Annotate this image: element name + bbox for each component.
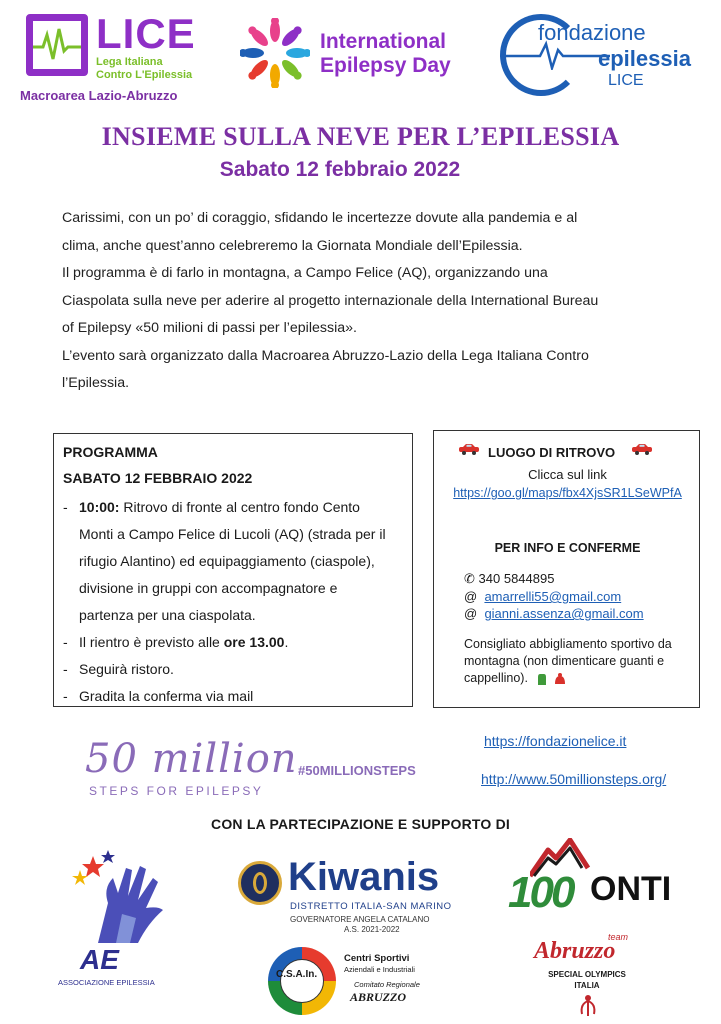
fifty-million-wordmark: 50 million: [85, 736, 298, 782]
csain-logo: [268, 945, 428, 1019]
csain-inner-circle: [280, 959, 324, 1003]
program-heading: PROGRAMMA: [63, 444, 158, 460]
program-item: [63, 494, 403, 629]
phone-icon: ✆: [464, 571, 475, 586]
at-icon: @: [464, 589, 478, 604]
kiwanis-logo: [238, 853, 453, 938]
international-epilepsy-day-logo: [240, 18, 470, 88]
intro-line: Il programma è di farlo in montagna, a Campo Felice (AQ), organizzando una: [62, 265, 548, 281]
clothing-advice: [464, 636, 694, 687]
info-box: [433, 430, 700, 708]
ied-line-1: International: [320, 30, 447, 53]
csain-line-2: Aziendali e Industriali: [344, 965, 415, 974]
program-item: [63, 656, 403, 683]
glove-icon: [535, 672, 549, 686]
csain-short: C.S.A.In.: [276, 969, 318, 980]
meeting-point-title: LUOGO DI RITROVO: [488, 445, 616, 460]
email-link[interactable]: amarrelli55@gmail.com: [484, 589, 622, 604]
email-link[interactable]: gianni.assenza@gmail.com: [484, 606, 644, 621]
program-item-text: Monti a Campo Felice di Lucoli (AQ) (strada per il: [79, 526, 386, 542]
page-subtitle: Sabato 12 febbraio 2022: [219, 158, 461, 181]
kiwanis-seal-icon: [238, 861, 282, 905]
program-date: SABATO 12 FEBBRAIO 2022: [63, 470, 253, 486]
csain-line-1: Centri Sportivi: [344, 953, 410, 964]
at-icon: @: [464, 606, 478, 621]
car-icon: [631, 443, 653, 455]
intro-line: l’Epilessia.: [62, 375, 130, 391]
email-row: [464, 606, 644, 621]
lice-logo: [20, 10, 200, 105]
fifty-million-subtitle: STEPS FOR EPILEPSY: [89, 784, 264, 798]
program-box: [53, 433, 413, 707]
abruzzo-team: team: [608, 932, 629, 942]
program-item: [63, 683, 403, 710]
special-olympics-country: ITALIA: [574, 981, 600, 990]
program-list: [63, 494, 403, 710]
special-olympics-icon: [578, 994, 598, 1018]
kiwanis-year: A.S. 2021-2022: [344, 925, 400, 934]
phone-number[interactable]: 340 5844895: [478, 571, 555, 586]
intro-line: Ciaspolata sulla neve per aderire al progetto internazionale della International Bureau: [62, 292, 599, 309]
program-item-text: rifugio Alantino) ed equipaggiamento (ciaspole),: [79, 553, 375, 569]
intro-line: L’evento sarà organizzato dalla Macroarea Abruzzo-Lazio della Lega Italiana Contro: [62, 347, 589, 364]
lice-wordmark: LICE: [96, 10, 196, 57]
kiwanis-wordmark: Kiwanis: [288, 855, 440, 899]
partners-heading: CON LA PARTECIPAZIONE E SUPPORTO DI: [211, 816, 510, 832]
email-row: [464, 589, 621, 604]
info-title: PER INFO E CONFERME: [494, 541, 641, 555]
cento-monti-logo: [508, 838, 672, 928]
lice-region: Macroarea Lazio-Abruzzo: [20, 88, 178, 103]
advice-text: Consigliato abbigliamento sportivo da montagna (non dimenticare guanti e cappellino).: [464, 637, 672, 685]
cento-number: 100: [508, 868, 573, 917]
return-time: ore 13.00: [223, 634, 285, 650]
program-item-text: Gradita la conferma via mail: [79, 688, 254, 704]
program-time: 10:00:: [79, 499, 120, 515]
program-item-text: Seguirà ristoro.: [79, 661, 174, 677]
lice-subtitle-2: Contro L'Epilessia: [96, 69, 193, 81]
fondazione-url[interactable]: https://fondazionelice.it: [484, 733, 627, 749]
ae-subtitle: ASSOCIAZIONE EPILESSIA: [58, 978, 155, 987]
program-item-text: .: [284, 634, 289, 650]
program-item-text: Il rientro è previsto alle: [79, 634, 224, 650]
click-link-text: Clicca sul link: [528, 467, 607, 482]
intro-line: Carissimi, con un po’ di coraggio, sfidando le incertezze dovute alla pandemia e al: [62, 210, 578, 226]
hat-icon: [553, 672, 567, 686]
intro-line: clima, anche quest’anno celebreremo la Giornata Mondiale dell’Epilessia.: [62, 237, 523, 254]
page-title: INSIEME SULLA NEVE PER L’EPILESSIA: [101, 122, 620, 151]
list-dash: -: [63, 661, 68, 677]
kiwanis-district: DISTRETTO ITALIA-SAN MARINO: [290, 901, 452, 912]
car-icon: [458, 443, 480, 455]
abruzzo-wordmark: Abruzzo: [534, 938, 616, 964]
people-circle-icon: [240, 18, 310, 88]
kiwanis-governor: GOVERNATORE ANGELA CATALANO: [290, 915, 430, 924]
map-link[interactable]: https://goo.gl/maps/fbx4XjsSR1LSeWPfA: [453, 486, 682, 500]
hashtag: #50MILLIONSTEPS: [298, 763, 416, 778]
special-olympics-text: SPECIAL OLYMPICS: [548, 970, 626, 979]
program-item-text: divisione in gruppi con accompagnatore e: [79, 580, 338, 596]
list-dash: -: [63, 634, 68, 650]
lice-heartbeat-icon: [26, 14, 88, 76]
csain-line-4: ABRUZZO: [350, 990, 407, 1004]
fondazione-word: fondazione: [538, 20, 646, 45]
ied-line-2: Epilepsy Day: [320, 54, 451, 77]
associazione-epilessia-logo: [58, 848, 188, 994]
csain-line-3: Comitato Regionale: [354, 980, 420, 989]
intro-paragraph: [62, 205, 642, 398]
abruzzo-special-olympics-logo: [528, 932, 658, 1022]
hand-stars-icon: [58, 848, 188, 948]
fifty-million-url[interactable]: http://www.50millionsteps.org/: [481, 771, 667, 787]
phone-row: [464, 571, 554, 587]
program-item-text: partenza per una ciaspolata.: [79, 607, 256, 623]
lice-word: LICE: [608, 72, 644, 89]
fondazione-epilessia-lice-logo: [500, 10, 710, 100]
list-dash: -: [63, 499, 68, 515]
lice-subtitle-1: Lega Italiana: [96, 56, 163, 68]
program-item: [63, 629, 403, 656]
cento-onti: ONTI: [590, 870, 672, 908]
intro-line: of Epilepsy «50 milioni di passi per l’epilessia».: [62, 320, 357, 336]
program-item-text: Ritrovo di fronte al centro fondo Cento: [119, 499, 360, 515]
epilessia-word: epilessia: [598, 46, 691, 71]
list-dash: -: [63, 688, 68, 704]
ae-letters: AE: [80, 944, 119, 975]
